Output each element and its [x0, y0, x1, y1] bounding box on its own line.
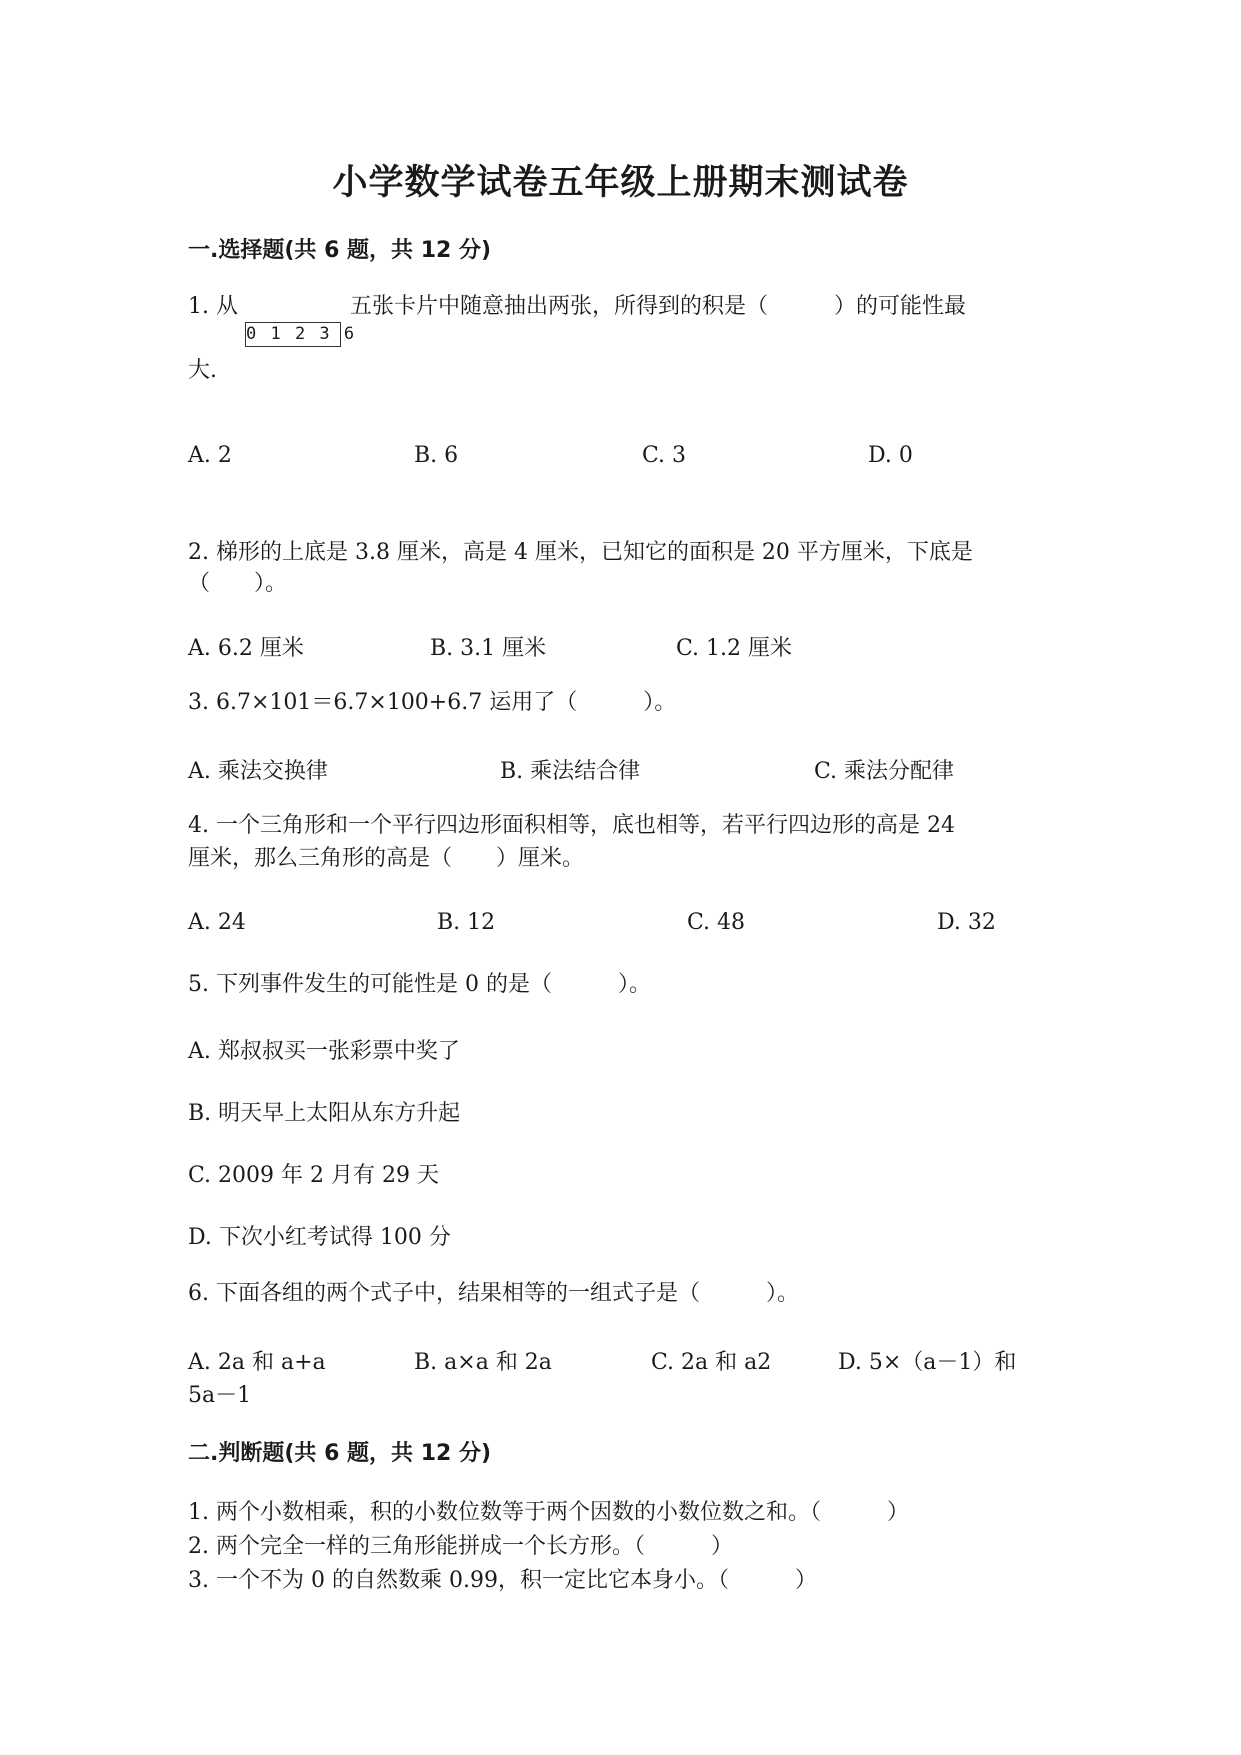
q6-option-c: C. 2a 和 a2 [651, 1350, 772, 1375]
q6-option-d-cont: 5a－1 [188, 1383, 252, 1408]
judge-item: 3. 一个不为 0 的自然数乘 0.99，积一定比它本身小。（ ） [188, 1568, 817, 1593]
judge-item: 2. 两个完全一样的三角形能拼成一个长方形。（ ） [188, 1534, 733, 1559]
q6-option-d: D. 5×（a－1）和 [838, 1350, 1017, 1375]
q4-text-cont: 厘米，那么三角形的高是（ ）厘米。 [188, 846, 585, 871]
q4-option-c: C. 48 [687, 910, 746, 935]
q3-option-b: B. 乘法结合律 [500, 759, 641, 784]
q1-text-cont: 大. [188, 358, 217, 383]
q2-option-b: B. 3.1 厘米 [430, 636, 547, 661]
q1-option-b: B. 6 [414, 443, 459, 468]
q4-option-d: D. 32 [937, 910, 996, 935]
q1-option-c: C. 3 [642, 443, 687, 468]
q3-text: 3. 6.7×101＝6.7×100+6.7 运用了（ ）。 [188, 690, 677, 715]
q4-text: 4. 一个三角形和一个平行四边形面积相等，底也相等，若平行四边形的高是 24 [188, 813, 955, 838]
section-heading-choice: 一.选择题(共 6 题，共 12 分) [188, 238, 492, 263]
q6-option-b: B. a×a 和 2a [414, 1350, 552, 1375]
page-title: 小学数学试卷五年级上册期末测试卷 [332, 162, 909, 203]
q5-text: 5. 下列事件发生的可能性是 0 的是（ ）。 [188, 972, 651, 997]
q5-option-b: B. 明天早上太阳从东方升起 [188, 1101, 461, 1126]
q5-option-d: D. 下次小红考试得 100 分 [188, 1225, 451, 1250]
q5-option-c: C. 2009 年 2 月有 29 天 [188, 1163, 439, 1188]
section-heading-judge: 二.判断题(共 6 题，共 12 分) [188, 1441, 492, 1466]
q6-text: 6. 下面各组的两个式子中，结果相等的一组式子是（ ）。 [188, 1281, 799, 1306]
q1-option-a: A. 2 [188, 443, 232, 468]
q3-option-c: C. 乘法分配律 [814, 759, 955, 784]
q4-option-b: B. 12 [437, 910, 496, 935]
q5-option-a: A. 郑叔叔买一张彩票中奖了 [188, 1039, 460, 1064]
q1-text: 五张卡片中随意抽出两张，所得到的积是（ ）的可能性最 [350, 294, 967, 319]
q1-prefix: 1. 从 [188, 294, 238, 319]
q1-option-d: D. 0 [868, 443, 913, 468]
q6-option-a: A. 2a 和 a+a [188, 1350, 326, 1375]
number-cards-figure: 0 1 2 3 6 [245, 322, 341, 347]
q2-option-a: A. 6.2 厘米 [188, 636, 304, 661]
q2-text-cont: （ ）。 [188, 571, 288, 596]
judge-item: 1. 两个小数相乘，积的小数位数等于两个因数的小数位数之和。（ ） [188, 1500, 909, 1525]
q3-option-a: A. 乘法交换律 [188, 759, 328, 784]
q2-text: 2. 梯形的上底是 3.8 厘米，高是 4 厘米，已知它的面积是 20 平方厘米，下底是 [188, 540, 973, 565]
q2-option-c: C. 1.2 厘米 [676, 636, 793, 661]
q4-option-a: A. 24 [188, 910, 246, 935]
